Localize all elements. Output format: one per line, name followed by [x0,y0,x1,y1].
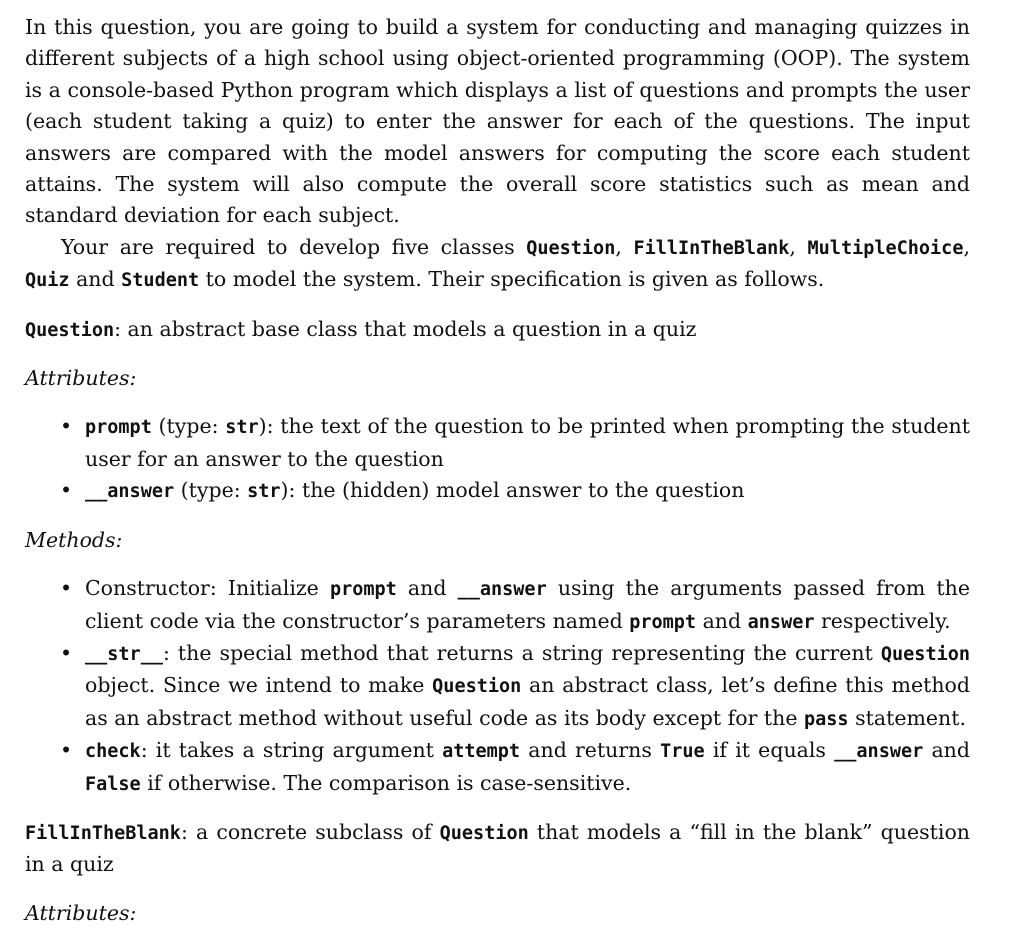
fillintheblank-class-heading: FillInTheBlank: a concrete subclass of Question that models a “fill in the blank” question in a quiz [25,819,970,877]
method-str: • __str__: the special method that returns a string representing the current Question object. Since we intend to make Question an abstract class, let’s define this method as an abstract method without useful code as its body except for the pass statement. [85,638,970,735]
question-attributes-heading: Attributes: [25,366,137,391]
class-name-question: Question [526,237,616,259]
question-attributes-list [25,411,970,507]
class-name-quiz: Quiz [25,270,70,292]
attribute-prompt: • prompt (type: str): the text of the question to be printed when prompting the student user for an answer to the question [85,411,970,475]
fillintheblank-class-name: FillInTheBlank [25,822,181,844]
classes-overview-paragraph: Your are required to develop five classes Question, FillInTheBlank, MultipleChoice, Quiz and Student to model the system. Their specification is given as follows. [25,234,970,292]
class-name-multiplechoice: MultipleChoice [807,237,964,259]
class-name-fillintheblank: FillInTheBlank [633,237,790,259]
question-methods-heading: Methods: [25,527,123,552]
method-constructor: • Constructor: Initialize prompt and __answer using the arguments passed from the client code via the constructor’s parameters named prompt and answer respectively. [85,573,970,638]
attribute-answer: • __answer (type: str): the (hidden) model answer to the question [85,475,970,507]
class-name-student: Student [121,270,200,292]
question-class-name: Question [25,319,115,341]
fillintheblank-attributes-heading: Attributes: [25,900,137,925]
question-class-heading: Question: an abstract base class that models a question in a quiz [25,316,697,341]
method-check: • check: it takes a string argument attempt and returns True if it equals __answer and False if otherwise. The comparison is case-sensitive. [85,735,970,800]
intro-paragraph: In this question, you are going to build a system for conducting and managing quizzes in different subjects of a high school using object-oriented programming (OOP). The system is a console-based Python program which displays a list of questions and prompts the user (each student taking a quiz) to enter the answer for each of the questions. The input answers are compared with the model answers for computing the score each student attains. The system will also compute the overall score statistics such as mean and standard deviation for each subject. [25,15,970,228]
question-methods-list [25,573,970,800]
